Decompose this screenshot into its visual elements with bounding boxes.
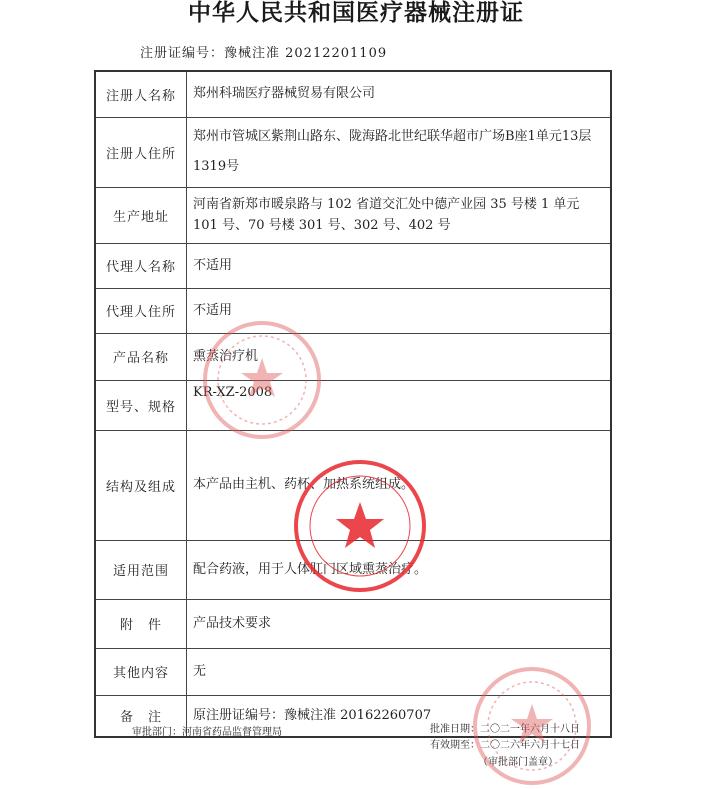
- row-label: 代理人名称: [95, 243, 187, 288]
- table-row: [95, 430, 611, 540]
- approval-department: 审批部门：河南省药品监督管理局: [132, 727, 282, 738]
- table-row: [95, 648, 611, 695]
- row-label: 代理人住所: [95, 288, 187, 333]
- certificate-title: 中华人民共和国医疗器械注册证: [188, 0, 524, 26]
- row-value: 原注册证编号：豫械注准 20162260707: [187, 695, 612, 737]
- row-value: 熏蒸治疗机: [187, 333, 612, 380]
- row-label: 生产地址: [95, 187, 187, 243]
- row-value: 无: [187, 648, 612, 695]
- footer-dates: [430, 722, 580, 768]
- table-row: [95, 71, 611, 117]
- row-value: 不适用: [187, 243, 612, 288]
- valid-until: 有效期至：二〇二六年六月十七日: [430, 740, 580, 751]
- row-value: 郑州科瑞医疗器械贸易有限公司: [187, 71, 612, 117]
- row-label: 型号、规格: [95, 380, 187, 430]
- row-value: KR-XZ-2008: [187, 380, 612, 430]
- row-value: 配合药液，用于人体肛门区域熏蒸治疗。: [187, 540, 612, 599]
- table-row: [95, 117, 611, 187]
- row-label: 结构及组成: [95, 430, 187, 540]
- row-label: 备 注: [95, 695, 187, 737]
- table-row: [95, 380, 611, 430]
- row-value: 不适用: [187, 288, 612, 333]
- row-label: 注册人名称: [95, 71, 187, 117]
- certificate-table: [94, 70, 612, 738]
- certificate-number: 注册证编号：豫械注准 20212201109: [140, 46, 388, 61]
- table-row: [95, 540, 611, 599]
- table-row: [95, 599, 611, 648]
- row-value: 河南省新郑市暖泉路与 102 省道交汇处中德产业园 35 号楼 1 单元 101 号、70 号楼 301 号、302 号、402 号: [187, 187, 612, 243]
- row-label: 产品名称: [95, 333, 187, 380]
- table-row: [95, 288, 611, 333]
- row-value: 本产品由主机、药杯、加热系统组成。: [187, 430, 612, 540]
- table-row: [95, 333, 611, 380]
- approval-date: 批准日期：二〇二一年六月十八日: [430, 724, 580, 735]
- table-row: [95, 243, 611, 288]
- row-value: 产品技术要求: [187, 599, 612, 648]
- seal-note: （审批部门盖章）: [478, 757, 558, 768]
- row-label: 附 件: [95, 599, 187, 648]
- row-label: 适用范围: [95, 540, 187, 599]
- row-label: 其他内容: [95, 648, 187, 695]
- table-row: [95, 187, 611, 243]
- row-value: 郑州市管城区紫荆山路东、陇海路北世纪联华超市广场B座1单元13层1319号: [187, 117, 612, 187]
- row-label: 注册人住所: [95, 117, 187, 187]
